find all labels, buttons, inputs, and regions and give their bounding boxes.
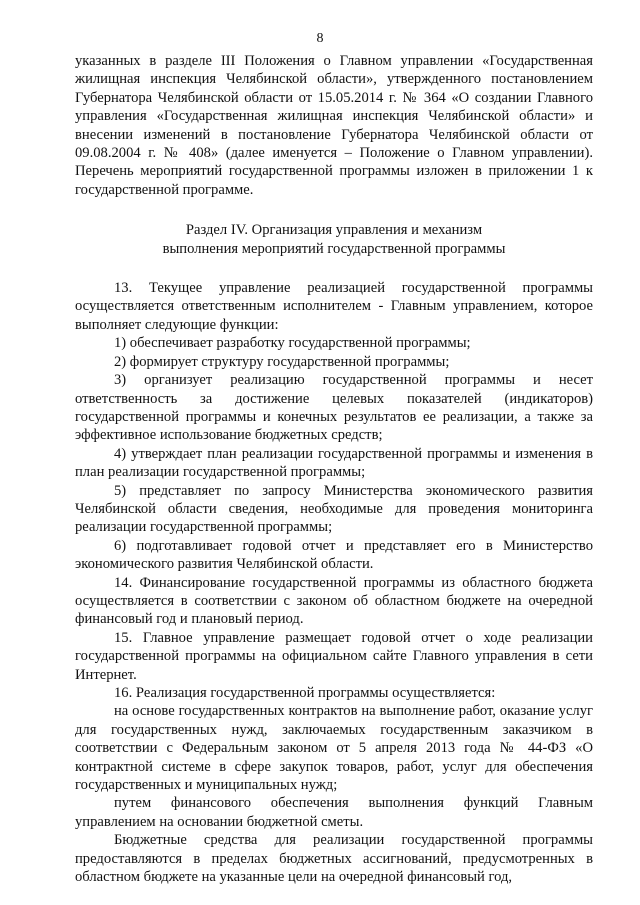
implementation-item-funding: путем финансового обеспечения выполнения функций Главным управлением на основании бюджетной сметы. bbox=[75, 795, 593, 830]
implementation-item-contracts: на основе государственных контрактов на выполнение работ, оказание услуг для государственных нужд, заключаемых государственным заказчиком в соответствии с Федеральным законом от 5 апреля 2013 года № 44-ФЗ «О контрактной системе в сфере закупок товаров, работ, услуг для обеспечения государственных и муниципальных нужд; bbox=[75, 703, 593, 794]
page-number: 8 bbox=[316, 31, 324, 46]
paragraph-15: 15. Главное управление размещает годовой отчет о ходе реализации государственной программы на официальном сайте Главного управления в сети Интернет. bbox=[75, 629, 593, 683]
function-item-4: 4) утверждает план реализации государственной программы и изменения в план реализации государственной программы; bbox=[75, 445, 593, 481]
paragraph-13: 13. Текущее управление реализацией государственной программы осуществляется ответственным исполнителем - Главным управлением, которое выполняет следующие функции: bbox=[75, 280, 593, 333]
function-item-5: 5) представляет по запросу Министерства экономического развития Челябинской области сведения, необходимые для проведения мониторинга реализации государственной программы; bbox=[75, 482, 593, 536]
paragraph-14: 14. Финансирование государственной программы из областного бюджета осуществляется в соответствии с законом об областном бюджете на очередной финансовый год и плановый период. bbox=[75, 574, 593, 628]
function-item-3: 3) организует реализацию государственной программы и несет ответственность за достижение целевых показателей (индикаторов) государственной программы и конечных результатов ее реализации, а также за эффективное использование бюджетных средств; bbox=[75, 372, 593, 444]
document-body bbox=[75, 52, 593, 886]
budget-funds-paragraph: Бюджетные средства для реализации государственной программы предоставляются в пределах бюджетных ассигнований, предусмотренных в областном бюджете на указанные цели на очередной финансовый год, bbox=[75, 832, 593, 886]
section-title bbox=[75, 221, 593, 258]
paragraph-16: 16. Реализация государственной программы осуществляется: bbox=[114, 685, 496, 701]
function-item-6: 6) подготавливает годовой отчет и представляет его в Министерство экономического развития Челябинской области. bbox=[75, 537, 593, 573]
intro-paragraph: указанных в разделе III Положения о Главном управлении «Государственная жилищная инспекция Челябинской области», утвержденного постановлением Губернатора Челябинской области от 15.05.2014 г. № 364 «О создании Главного управления «Государственная жилищная инспекция Челябинской области» и внесении изменений в постановление Губернатора Челябинской области от 09.08.2004 г. № 408» (далее именуется – Положение о Главном управлении). Перечень мероприятий государственной программы изложен в приложении 1 к государственной программе. bbox=[75, 53, 593, 198]
function-item-2: 2) формирует структуру государственной программы; bbox=[114, 353, 450, 370]
section-title-line-1: Раздел IV. Организация управления и механизм bbox=[185, 222, 483, 239]
section-title-line-2: выполнения мероприятий государственной программы bbox=[162, 240, 506, 257]
function-item-1: 1) обеспечивает разработку государственной программы; bbox=[114, 335, 471, 352]
